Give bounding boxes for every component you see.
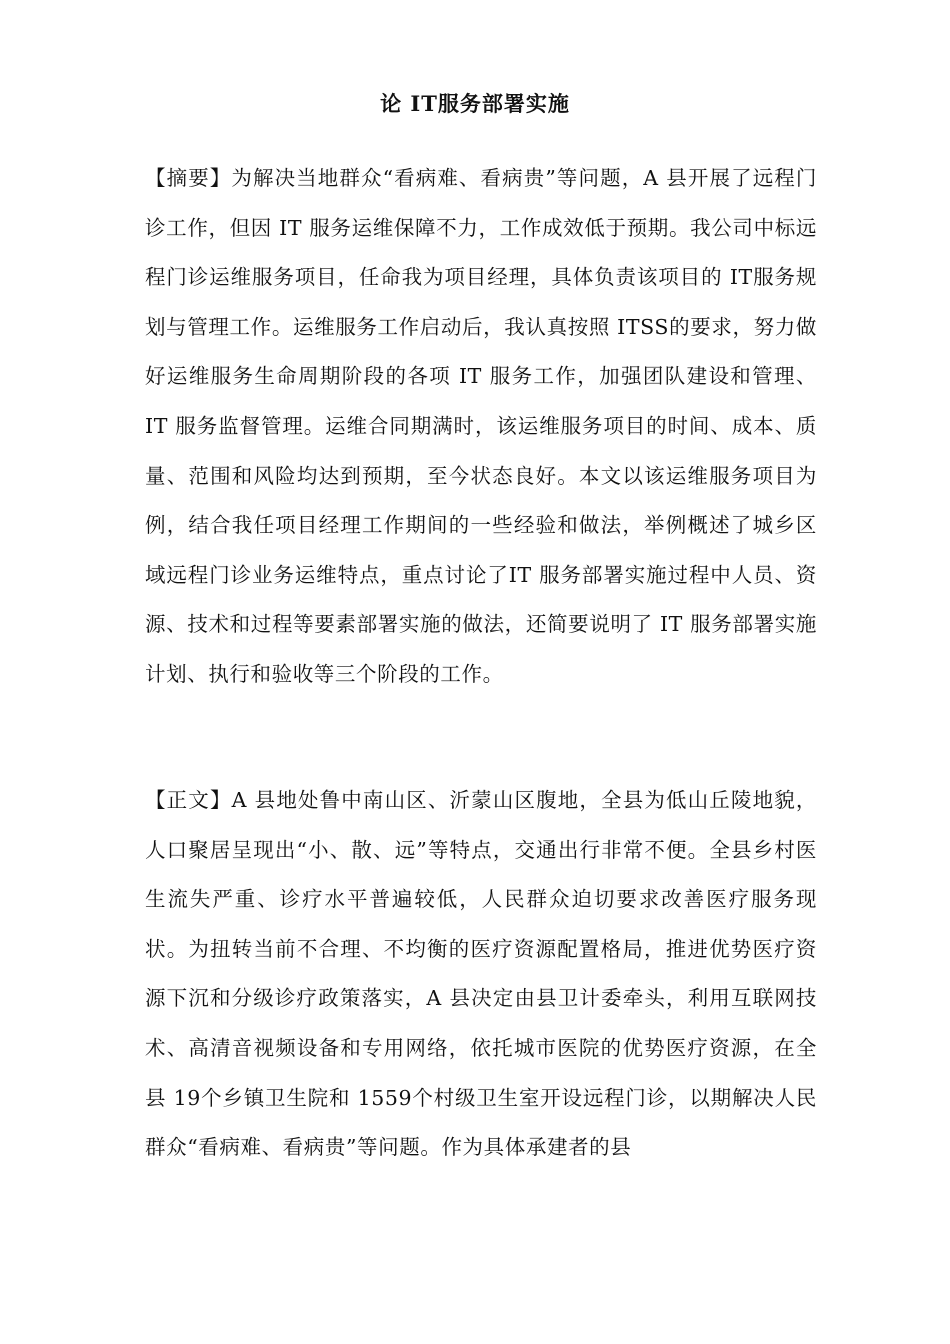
abstract-paragraph bbox=[145, 154, 817, 700]
document-title: 论 IT服务部署实施 bbox=[380, 91, 570, 116]
abstract-text: 为解决当地群众“看病难、看病贵”等问题，A 县开展了远程门诊工作，但因 IT 服务运维保障不力，工作成效低于预期。我公司中标远程门诊运维服务项目，任命我为项目经理，具体负责该项目的 IT服务规划与管理工作。运维服务工作启动后，我认真按照 ITSS的要求，努力做好运维服务生命周期阶段的各项 IT 服务工作，加强团队建设和管理、IT 服务监督管理。运维合同期满时，该运维服务项目的时间、成本、质量、范围和风险均达到预期，至今状态良好。本文以该运维服务项目为例，结合我任项目经理工作期间的一些经验和做法，举例概述了城乡区域远程门诊业务运维特点，重点讨论了IT 服务部署实施过程中人员、资源、技术和过程等要素部署实施的做法，还简要说明了 IT 服务部署实施计划、执行和验收等三个阶段的工作。 bbox=[145, 166, 817, 686]
body-label: 【正文】 bbox=[145, 788, 232, 812]
body-text: A 县地处鲁中南山区、沂蒙山区腹地，全县为低山丘陵地貌，人口聚居呈现出“小、散、远”等特点，交通出行非常不便。全县乡村医生流失严重、诊疗水平普遍较低，人民群众迫切要求改善医疗服务现状。为扭转当前不合理、不均衡的医疗资源配置格局，推进优势医疗资源下沉和分级诊疗政策落实，A 县决定由县卫计委牵头，利用互联网技术、高清音视频设备和专用网络，依托城市医院的优势医疗资源，在全县 19个乡镇卫生院和 1559个村级卫生室开设远程门诊，以期解决人民群众“看病难、看病贵”等问题。作为具体承建者的县 bbox=[145, 788, 818, 1160]
body-paragraph bbox=[145, 776, 817, 1173]
abstract-label: 【摘要】 bbox=[145, 166, 232, 190]
